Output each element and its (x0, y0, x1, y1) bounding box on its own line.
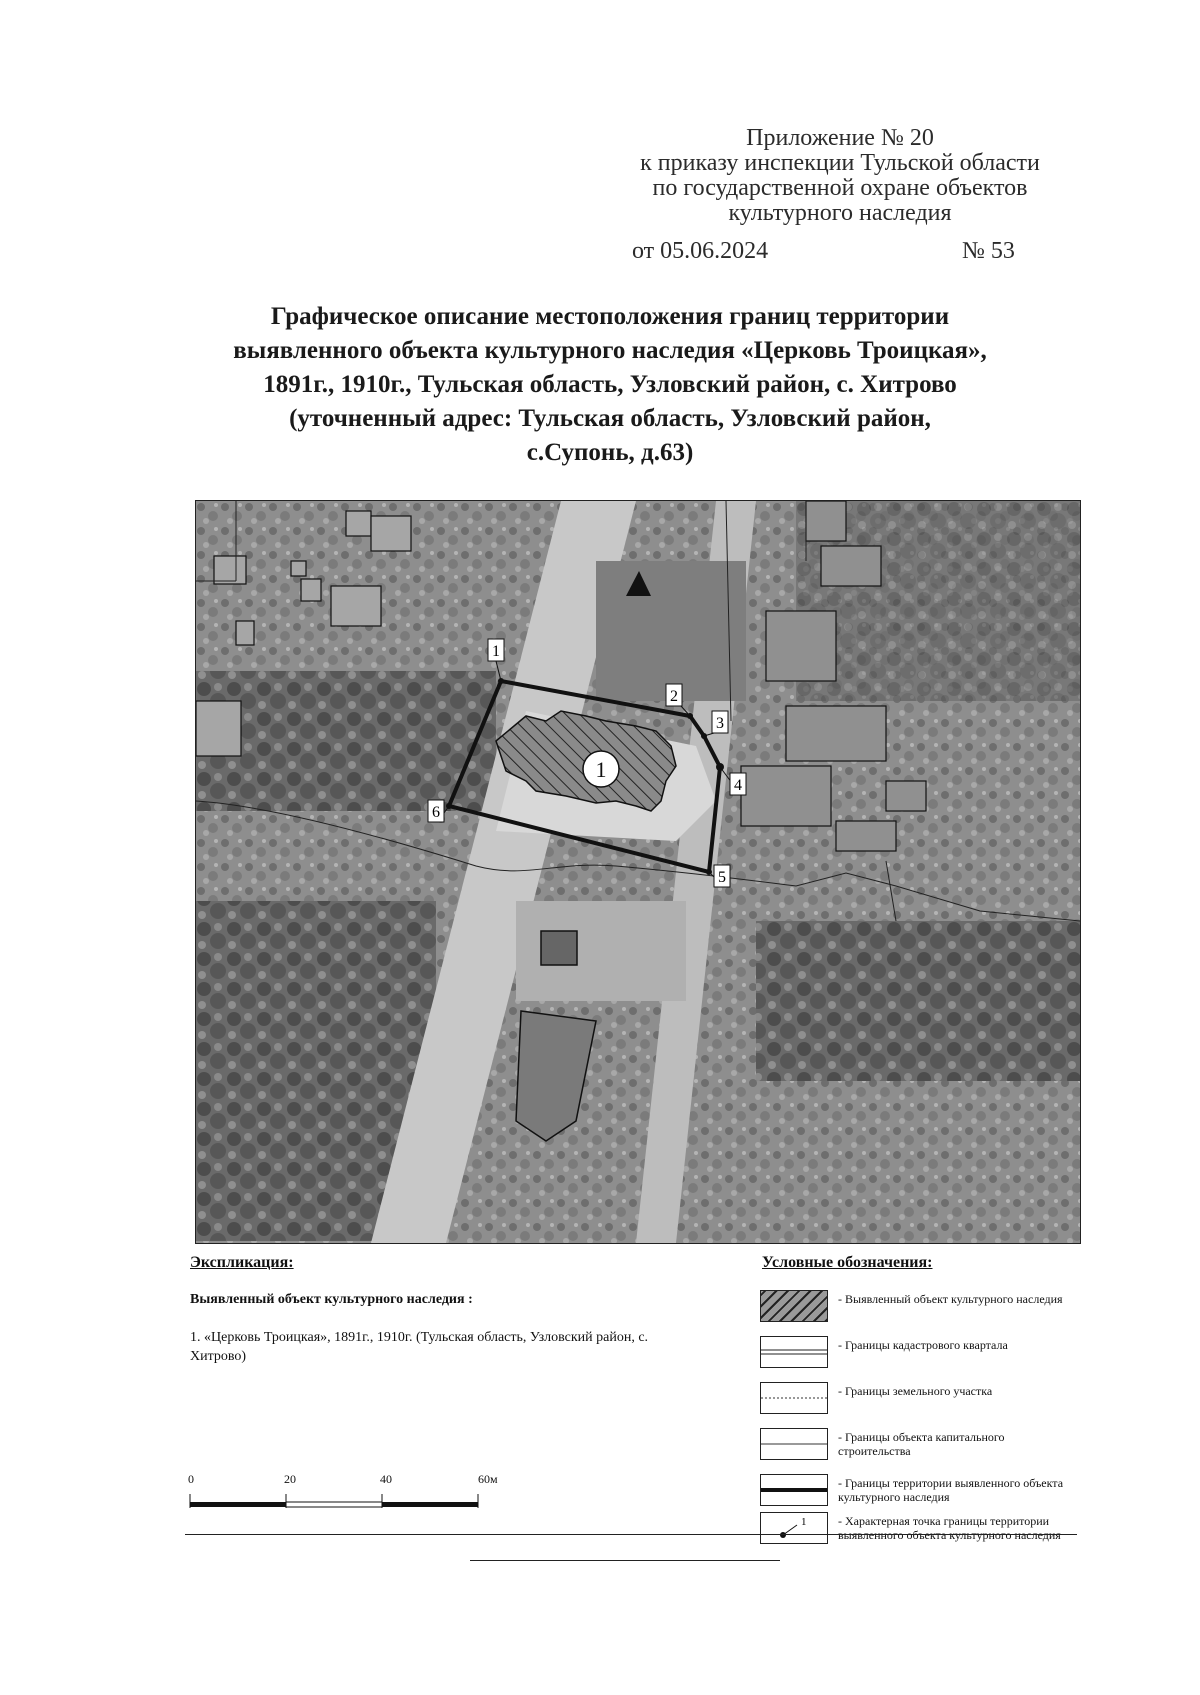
order-header (580, 126, 1100, 226)
scale-label-20: 20 (284, 1472, 296, 1486)
order-line: к приказу инспекции Тульской области (640, 150, 1040, 176)
map-explanation (188, 1250, 1088, 1550)
dotted-line-icon (760, 1382, 828, 1414)
tree-area (756, 921, 1080, 1081)
title-line-2: выявленного объекта культурного наследия «Церковь Троицкая», (233, 337, 987, 364)
point-marker-icon (760, 1512, 828, 1544)
thin-line-icon (760, 1428, 828, 1460)
point-3-label: 3 (716, 715, 724, 732)
scale-bar (188, 1472, 508, 1512)
bottom-divider (185, 1534, 1077, 1535)
document-title (190, 300, 1030, 470)
point-1-label: 1 (492, 643, 500, 660)
legend-label: - Выявленный объект культурного наследия (838, 1292, 1063, 1306)
scale-label-60: 60м (478, 1472, 498, 1486)
kiosk-building (541, 931, 577, 965)
legend-label: - Границы кадастрового квартала (838, 1338, 1008, 1352)
scale-label-0: 0 (188, 1472, 194, 1486)
point-6-label: 6 (432, 804, 440, 821)
order-number: № 53 (962, 238, 1015, 264)
map-canvas (196, 501, 1080, 1243)
building-north (596, 561, 746, 701)
legend-label: - Границы объекта капитального строительства (838, 1430, 1005, 1458)
legend-label: - Границы земельного участка (838, 1384, 993, 1398)
appendix-number: Приложение № 20 (746, 125, 934, 151)
explication-subtitle: Выявленный объект культурного наследия : (190, 1292, 473, 1307)
bold-line-icon (760, 1474, 828, 1506)
marker-label: 1 (801, 1516, 807, 1528)
legend-title: Условные обозначения: (762, 1254, 933, 1271)
title-line-4: (уточненный адрес: Тульская область, Узловский район, (289, 405, 931, 432)
explication-title: Экспликация: (190, 1254, 294, 1271)
object-label: 1 (595, 757, 607, 782)
point-2-label: 2 (670, 688, 678, 705)
point-5-label: 5 (718, 869, 726, 886)
scale-graphic (188, 1472, 508, 1512)
aerial-map (195, 500, 1081, 1244)
point-4-label: 4 (734, 777, 742, 794)
hatched-fill-icon (760, 1290, 828, 1322)
title-line-5: с.Супонь, д.63) (526, 439, 694, 466)
legend-label: - Границы территории выявленного объекта культурного наследия (838, 1476, 1064, 1504)
scale-label-40: 40 (380, 1472, 392, 1486)
inspection-line: по государственной охране объектов (652, 175, 1028, 201)
double-line-icon (760, 1336, 828, 1368)
legend-label: - Характерная точка границы территории выявленного объекта культурного наследия (838, 1514, 1061, 1542)
title-line-1: Графическое описание местоположения границ территории (270, 303, 950, 330)
footer-divider (470, 1560, 780, 1561)
order-date-row (632, 238, 1032, 265)
title-line-3: 1891г., 1910г., Тульская область, Узловский район, с. Хитрово (263, 371, 957, 398)
heritage-line: культурного наследия (728, 200, 952, 226)
order-date: от 05.06.2024 (632, 238, 769, 264)
explication-item: 1. «Церковь Троицкая», 1891г., 1910г. (Тульская область, Узловский район, с. Хитрово) (190, 1330, 649, 1364)
